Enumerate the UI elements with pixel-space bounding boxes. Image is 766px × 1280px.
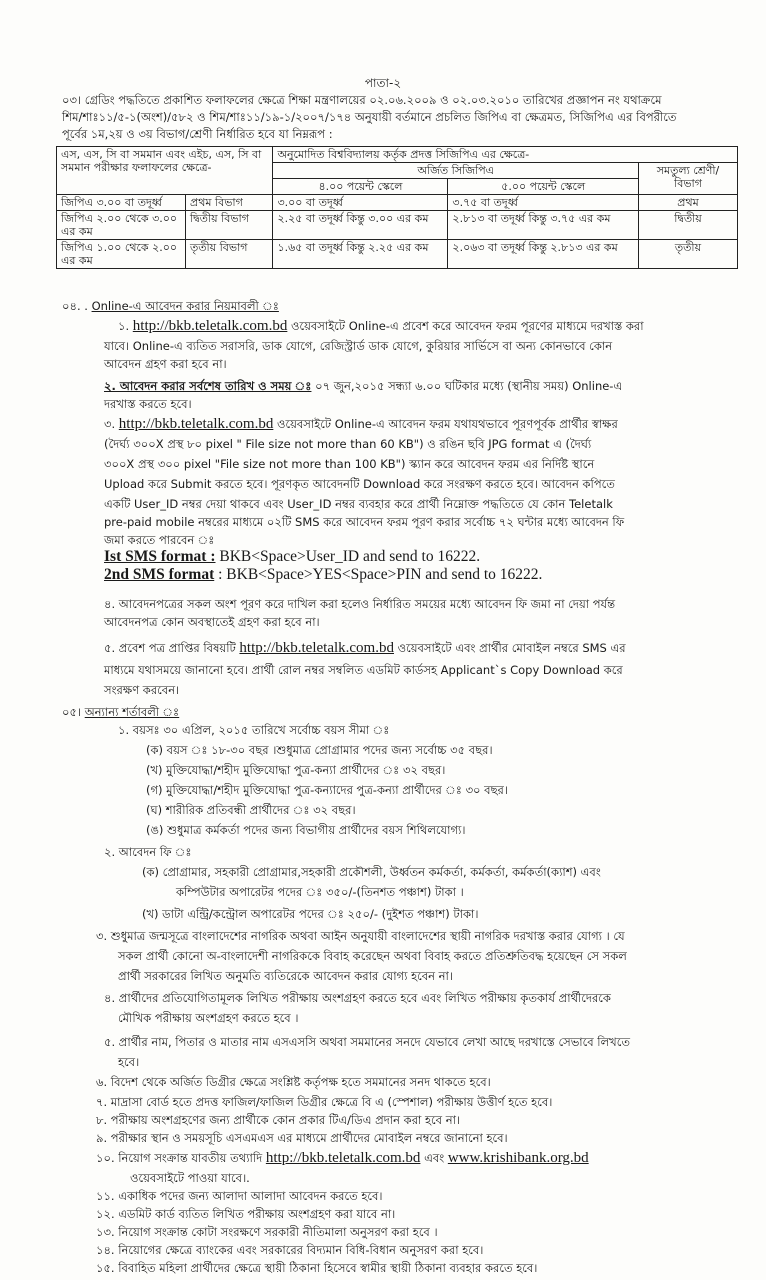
cell-gpa: জিপিএ ২.০০ থেকে ৩.০০ এর কম [57, 211, 186, 240]
condition-subitem: (ঘ) শারীরিক প্রতিবন্ধী প্রার্থীদের ঃ ৩২ বছর। [146, 803, 356, 817]
cell-scale4: ৩.০০ বা তদূর্ধ্ব [273, 195, 448, 211]
condition-item: ১২. এডমিট কার্ড ব্যতিত লিখিত পরীক্ষায় অংশগ্রহণ করা যাবে না। [96, 1207, 396, 1221]
condition-subitem: (খ) মুক্তিযোদ্ধা/শহীদ মুক্তিযোদ্ধা পুত্র-কন্যা প্রার্থীদের ঃ ৩২ বছর। [146, 763, 446, 777]
section-04-title: Online-এ আবেদন করার নিয়মাবলী ঃ [91, 299, 279, 313]
deadline-text: ০৭ জুন,২০১৫ সন্ধ্যা ৬.০০ ঘটিকার মধ্যে (স্থানীয় সময়) Online-এ [315, 379, 623, 393]
table-head-ssc: এস, এস, সি বা সমমান এবং এইচ, এস, সি বা সমমান পরীক্ষার ফলাফলের ক্ষেত্রে- [57, 147, 273, 195]
rule-5-lead: ৫. প্রবেশ পত্র প্রাপ্তির বিষয়টি [104, 641, 236, 655]
rule-3 [104, 416, 744, 433]
rule-5-line: মাধ্যমে যথাসময়ে জানানো হবে। প্রার্থী রোল নম্বর সম্বলিত এডমিট কার্ডসহ Applicant`s Copy Download করে [104, 663, 623, 677]
table-head-university: অনুমোদিত বিশ্ববিদ্যালয় কর্তৃক প্রদত্ত সিজিপিএ এর ক্ষেত্রে- [273, 147, 738, 163]
condition-item: ৮. পরীক্ষায় অংশগ্রহণের জন্য প্রার্থীকে কোন প্রকার টিএ/ডিএ প্রদান করা হবে না। [96, 1113, 461, 1127]
cell-scale4: ১.৬৫ বা তদূর্ধ্ব কিন্তু ২.২৫ এর কম [273, 240, 448, 269]
condition-item: ৫. প্রার্থীর নাম, পিতার ও মাতার নাম এসএসসি অথবা সমমানের সনদে যেভাবে লেখা আছে দরখাস্তে সেভাবে লিখতে [104, 1035, 630, 1049]
condition-subitem: কম্পিউটার অপারেটর পদের ঃ ৩৫০/-(তিনশত পঞ্চাশ) টাকা । [176, 885, 464, 899]
rule-1-text: ওয়েবসাইটে Online-এ প্রবেশ করে আবেদন ফরম পূরণের মাধ্যমে দরখাস্ত করা [291, 319, 644, 333]
table-head-cgpa: অর্জিত সিজিপিএ [273, 163, 639, 179]
table-row [57, 240, 738, 269]
condition-item: ৩. শুধুমাত্র জন্মসূত্রে বাংলাদেশের নাগরিক অথবা আইন অনুযায়ী বাংলাদেশের স্থায়ী নাগরিক দরখাস্ত করার যোগ্য । যে [96, 929, 625, 943]
condition-item: ৬. বিদেশ থেকে অর্জিত ডিগ্রীর ক্ষেত্রে সংশ্লিষ্ট কর্তৃপক্ষ হতে সমমানের সনদ থাকতে হবে। [96, 1075, 491, 1089]
section-03-line: পূর্বের ১ম,২য় ও ৩য় বিভাগ/শ্রেণী নির্ধারিত হবে যা নিম্নরূপ : [62, 127, 333, 141]
table-row [57, 195, 738, 211]
sms-format-1-label: Ist SMS format : [104, 548, 216, 565]
condition-subitem: (খ) ডাটা এন্ট্রি/কন্ট্রোল অপারেটর পদের ঃ ২৫০/- (দুইশত পঞ্চাশ) টাকা। [142, 907, 479, 921]
condition-10-text: ১০. নিয়োগ সংক্রান্ত যাবতীয় তথ্যাদি [96, 1151, 263, 1165]
section-03 [62, 92, 742, 143]
condition-subitem: (ক) বয়স ঃ ১৮-৩০ বছর ।শুধুমাত্র প্রোগ্রামার পদের জন্য সর্বোচ্চ ৩৫ বছর। [146, 743, 493, 757]
deadline-label: ২. আবেদন করার সর্বশেষ তারিখ ও সময় ঃ [104, 379, 312, 393]
cell-equivalent: দ্বিতীয় [639, 211, 738, 240]
rule-3-line: (দৈর্ঘ্য ৩০০X প্রস্থ ৮০ pixel " File size not more than 60 KB") ও রঙিন ছবি JPG format এ (দৈর্ঘ্য [104, 437, 592, 451]
section-05-number: ০৫। [62, 705, 82, 719]
teletalk-link[interactable]: http://bkb.teletalk.com.bd [132, 318, 288, 334]
condition-item: ১৫. বিবাহিত মহিলা প্রার্থীদের ক্ষেত্রে স্থায়ী ঠিকানা হিসেবে স্বামীর স্থায়ী ঠিকানা ব্যবহার করতে হবে। [96, 1261, 538, 1275]
cell-gpa: জিপিএ ৩.০০ বা তদূর্ধ্ব [57, 195, 186, 211]
cell-gpa: জিপিএ ১.০০ থেকে ২.০০ এর কম [57, 240, 186, 269]
rule-3-number: ৩. [104, 417, 116, 431]
condition-item: ৭. মাদ্রাসা বোর্ড হতে প্রদত্ত ফাজিল/ফাজিল ডিগ্রীর ক্ষেত্রে বি এ (স্পেশাল) পরীক্ষায় উত্তীর্ণ হতে হবে। [96, 1095, 553, 1109]
cell-scale5: ২.৮১৩ বা তদূর্ধ্ব কিন্তু ৩.৭৫ এর কম [448, 211, 639, 240]
cell-scale5: ৩.৭৫ বা তদূর্ধ্ব [448, 195, 639, 211]
condition-item: ১৪. নিয়োগের ক্ষেত্রে ব্যাংকের এবং সরকারের বিদ্যমান বিধি-বিধান অনুসরণ করা হবে। [96, 1243, 484, 1257]
grade-equivalence-table [56, 146, 738, 269]
section-05-title: অন্যান্য শর্তাবলী ঃ [84, 705, 180, 719]
condition-subitem: (ক) প্রোগ্রামার, সহকারী প্রোগ্রামার,সহকারী প্রকৌশলী, উর্ধ্বতন কর্মকর্তা, কর্মকর্তা, কর্মকর্তা(ক্যাশ) এবং [142, 865, 601, 879]
cell-equivalent: প্রথম [639, 195, 738, 211]
rule-1 [118, 318, 743, 335]
rule-1-number: ১. [118, 319, 130, 333]
rule-5-line: সংরক্ষণ করবেন। [104, 683, 180, 697]
table-row [57, 211, 738, 240]
rule-4-line: ৪. আবেদনপত্রের সকল অংশ পূরণ করে দাখিল করা হলেও নির্ধারিত সময়ের মধ্যে আবেদন ফি জমা না দেয়া পর্যন্ত [104, 597, 616, 611]
condition-item: ১৩. নিয়োগ সংক্রান্ত কোটা সংরক্ষণে সরকারী নীতিমালা অনুসরণ করা হবে । [96, 1225, 438, 1239]
sms-format-1 [104, 548, 480, 566]
condition-item-10 [96, 1150, 746, 1167]
teletalk-link[interactable]: http://bkb.teletalk.com.bd [265, 1150, 421, 1166]
cell-scale5: ২.০৬৩ বা তদূর্ধ্ব কিন্তু ২.৮১৩ এর কম [448, 240, 639, 269]
krishibank-link[interactable]: www.krishibank.org.bd [447, 1150, 589, 1166]
rule-5 [104, 640, 744, 657]
condition-item-line: ওয়েবসাইটে পাওয়া যাবে।. [130, 1171, 250, 1185]
table-head-scale4: ৪.০০ পয়েন্ট স্কেলে [273, 179, 448, 195]
page-number: পাতা-২ [364, 76, 402, 90]
section-03-line: ০৩। গ্রেডিং পদ্ধতিতে প্রকাশিত ফলাফলের ক্ষেত্রে শিক্ষা মন্ত্রণালয়ের ০২.০৬.২০০৯ ও ০২.০৩.২০১০ তারিখের প্রজ্ঞাপন নং যথাক্রমে [62, 93, 662, 107]
section-03-line: শিম/শাঃ১১/৫-১(অংশ)/৫৮২ ও শিম/শাঃ১১/১৯-১/২০০৭/১৭৪ অনুযায়ী বর্তমানে প্রচলিত জিপিএ বা ক্ষেত্রমত, সিজিপিএ এর বিপরীতে [62, 110, 677, 124]
cell-division: প্রথম বিভাগ [186, 195, 273, 211]
rule-3-line: Upload করে Submit করতে হবে। পূরণকৃত আবেদনটি Download করে সংরক্ষণ করতে হবে। আবেদন কপিতে [104, 477, 615, 491]
table-head-equivalent: সমতুল্য শ্রেণী/বিভাগ [639, 163, 738, 195]
rule-1-line: যাবে। Online-এ ব্যতিত সরাসরি, ডাক যোগে, রেজিস্ট্রার্ড ডাক যোগে, কুরিয়ার সার্ভিসে বা অন্য কোনভাবে কোন [104, 339, 613, 353]
sms-format-2 [104, 566, 542, 584]
sms-format-2-label: 2nd SMS format [104, 566, 215, 583]
rule-3-line: ৩০০X প্রস্থ ৩০০ pixel "File size not more than 100 KB") স্ক্যান করে আবেদন ফরম এর নির্দিষ্ট স্থানে [104, 457, 595, 471]
condition-item: ১. বয়সঃ ৩০ এপ্রিল, ২০১৫ তারিখে সর্বোচ্চ বয়স সীমা ঃ [118, 723, 390, 737]
condition-item-line: সকল প্রার্থী কোনো অ-বাংলাদেশী নাগরিককে বিবাহ করেছেন অথবা বিবাহ করতে প্রতিশ্রুতিবদ্ধ হয়েছেন সে সকল [118, 949, 627, 963]
sms-format-1-text: BKB<Space>User_ID and send to 16222. [215, 548, 481, 565]
table-head-scale5: ৫.০০ পয়েন্ট স্কেলে [448, 179, 639, 195]
rule-3-text: ওয়েবসাইটে Online-এ আবেদন ফরম যথাযথভাবে পূরণপূর্বক প্রার্থীর স্বাক্ষর [277, 417, 618, 431]
condition-item-line: প্রার্থী সরকারের লিখিত অনুমতি ব্যতিরেকে আবেদন করার যোগ্য হবেন না। [118, 969, 453, 983]
rule-2-line: দরখাস্ত করতে হবে। [104, 397, 192, 411]
condition-item: ২. আবেদন ফি ঃ [104, 845, 192, 859]
section-04-heading [62, 298, 279, 315]
condition-item: ৪. প্রার্থীদের প্রতিযোগিতামূলক লিখিত পরীক্ষায় অংশগ্রহণ করতে হবে এবং লিখিত পরীক্ষায় কৃতকার্য প্রার্থীদেরকে [104, 991, 611, 1005]
condition-subitem: (ঙ) শুধুমাত্র কর্মকর্তা পদের জন্য বিভাগীয় প্রার্থীদের বয়স শিথিলযোগ্য। [146, 823, 466, 837]
rule-4-line: আবেদনপত্র কোন অবস্থাতেই গ্রহণ করা হবে না। [104, 615, 320, 629]
cell-division: তৃতীয় বিভাগ [186, 240, 273, 269]
teletalk-link[interactable]: http://bkb.teletalk.com.bd [118, 416, 274, 432]
section-04-number: ০৪. . [62, 299, 88, 313]
cell-division: দ্বিতীয় বিভাগ [186, 211, 273, 240]
rule-5-text: ওয়েবসাইটে এবং প্রার্থীর মোবাইল নম্বরে SMS এর [397, 641, 626, 655]
condition-subitem: (গ) মুক্তিযোদ্ধা/শহীদ মুক্তিযোদ্ধা পুত্র-কন্যাদের পুত্র-কন্যা প্রার্থীদের ঃ ৩০ বছর। [146, 783, 508, 797]
section-05-heading [62, 704, 179, 721]
rule-2 [104, 378, 744, 395]
rule-3-line: একটি User_ID নম্বর দেয়া থাকবে এবং User_ID নম্বর ব্যবহার করে প্রার্থী নিম্নোক্ত পদ্ধতিতে যে কোন Teletalk [104, 497, 613, 511]
rule-3-line: জমা করতে পারবেন ঃ [104, 533, 215, 547]
cell-scale4: ২.২৫ বা তদূর্ধ্ব কিন্তু ৩.০০ এর কম [273, 211, 448, 240]
rule-3-line: pre-paid mobile নম্বরের মাধ্যমে ০২টি SMS করে আবেদন ফরম পূরণ করার সর্বোচ্চ ৭২ ঘন্টার মধ্যে আবেদন ফি [104, 515, 625, 529]
condition-10-and: এবং [424, 1151, 445, 1165]
rule-1-line: আবেদন গ্রহণ করা হবে না। [104, 357, 227, 371]
condition-item-line: হবে। [118, 1055, 140, 1069]
teletalk-link[interactable]: http://bkb.teletalk.com.bd [239, 640, 394, 656]
condition-item-line: মৌখিক পরীক্ষায় অংশগ্রহণ করতে হবে । [118, 1011, 299, 1025]
cell-equivalent: তৃতীয় [639, 240, 738, 269]
condition-item: ১১. একাধিক পদের জন্য আলাদা আলাদা আবেদন করতে হবে। [96, 1189, 383, 1203]
condition-item: ৯. পরীক্ষার স্থান ও সময়সূচি এসএমএস এর মাধ্যমে প্রার্থীদের মোবাইল নম্বরে জানানো হবে। [96, 1131, 508, 1145]
sms-format-2-text: : BKB<Space>YES<Space>PIN and send to 16222. [214, 566, 543, 583]
